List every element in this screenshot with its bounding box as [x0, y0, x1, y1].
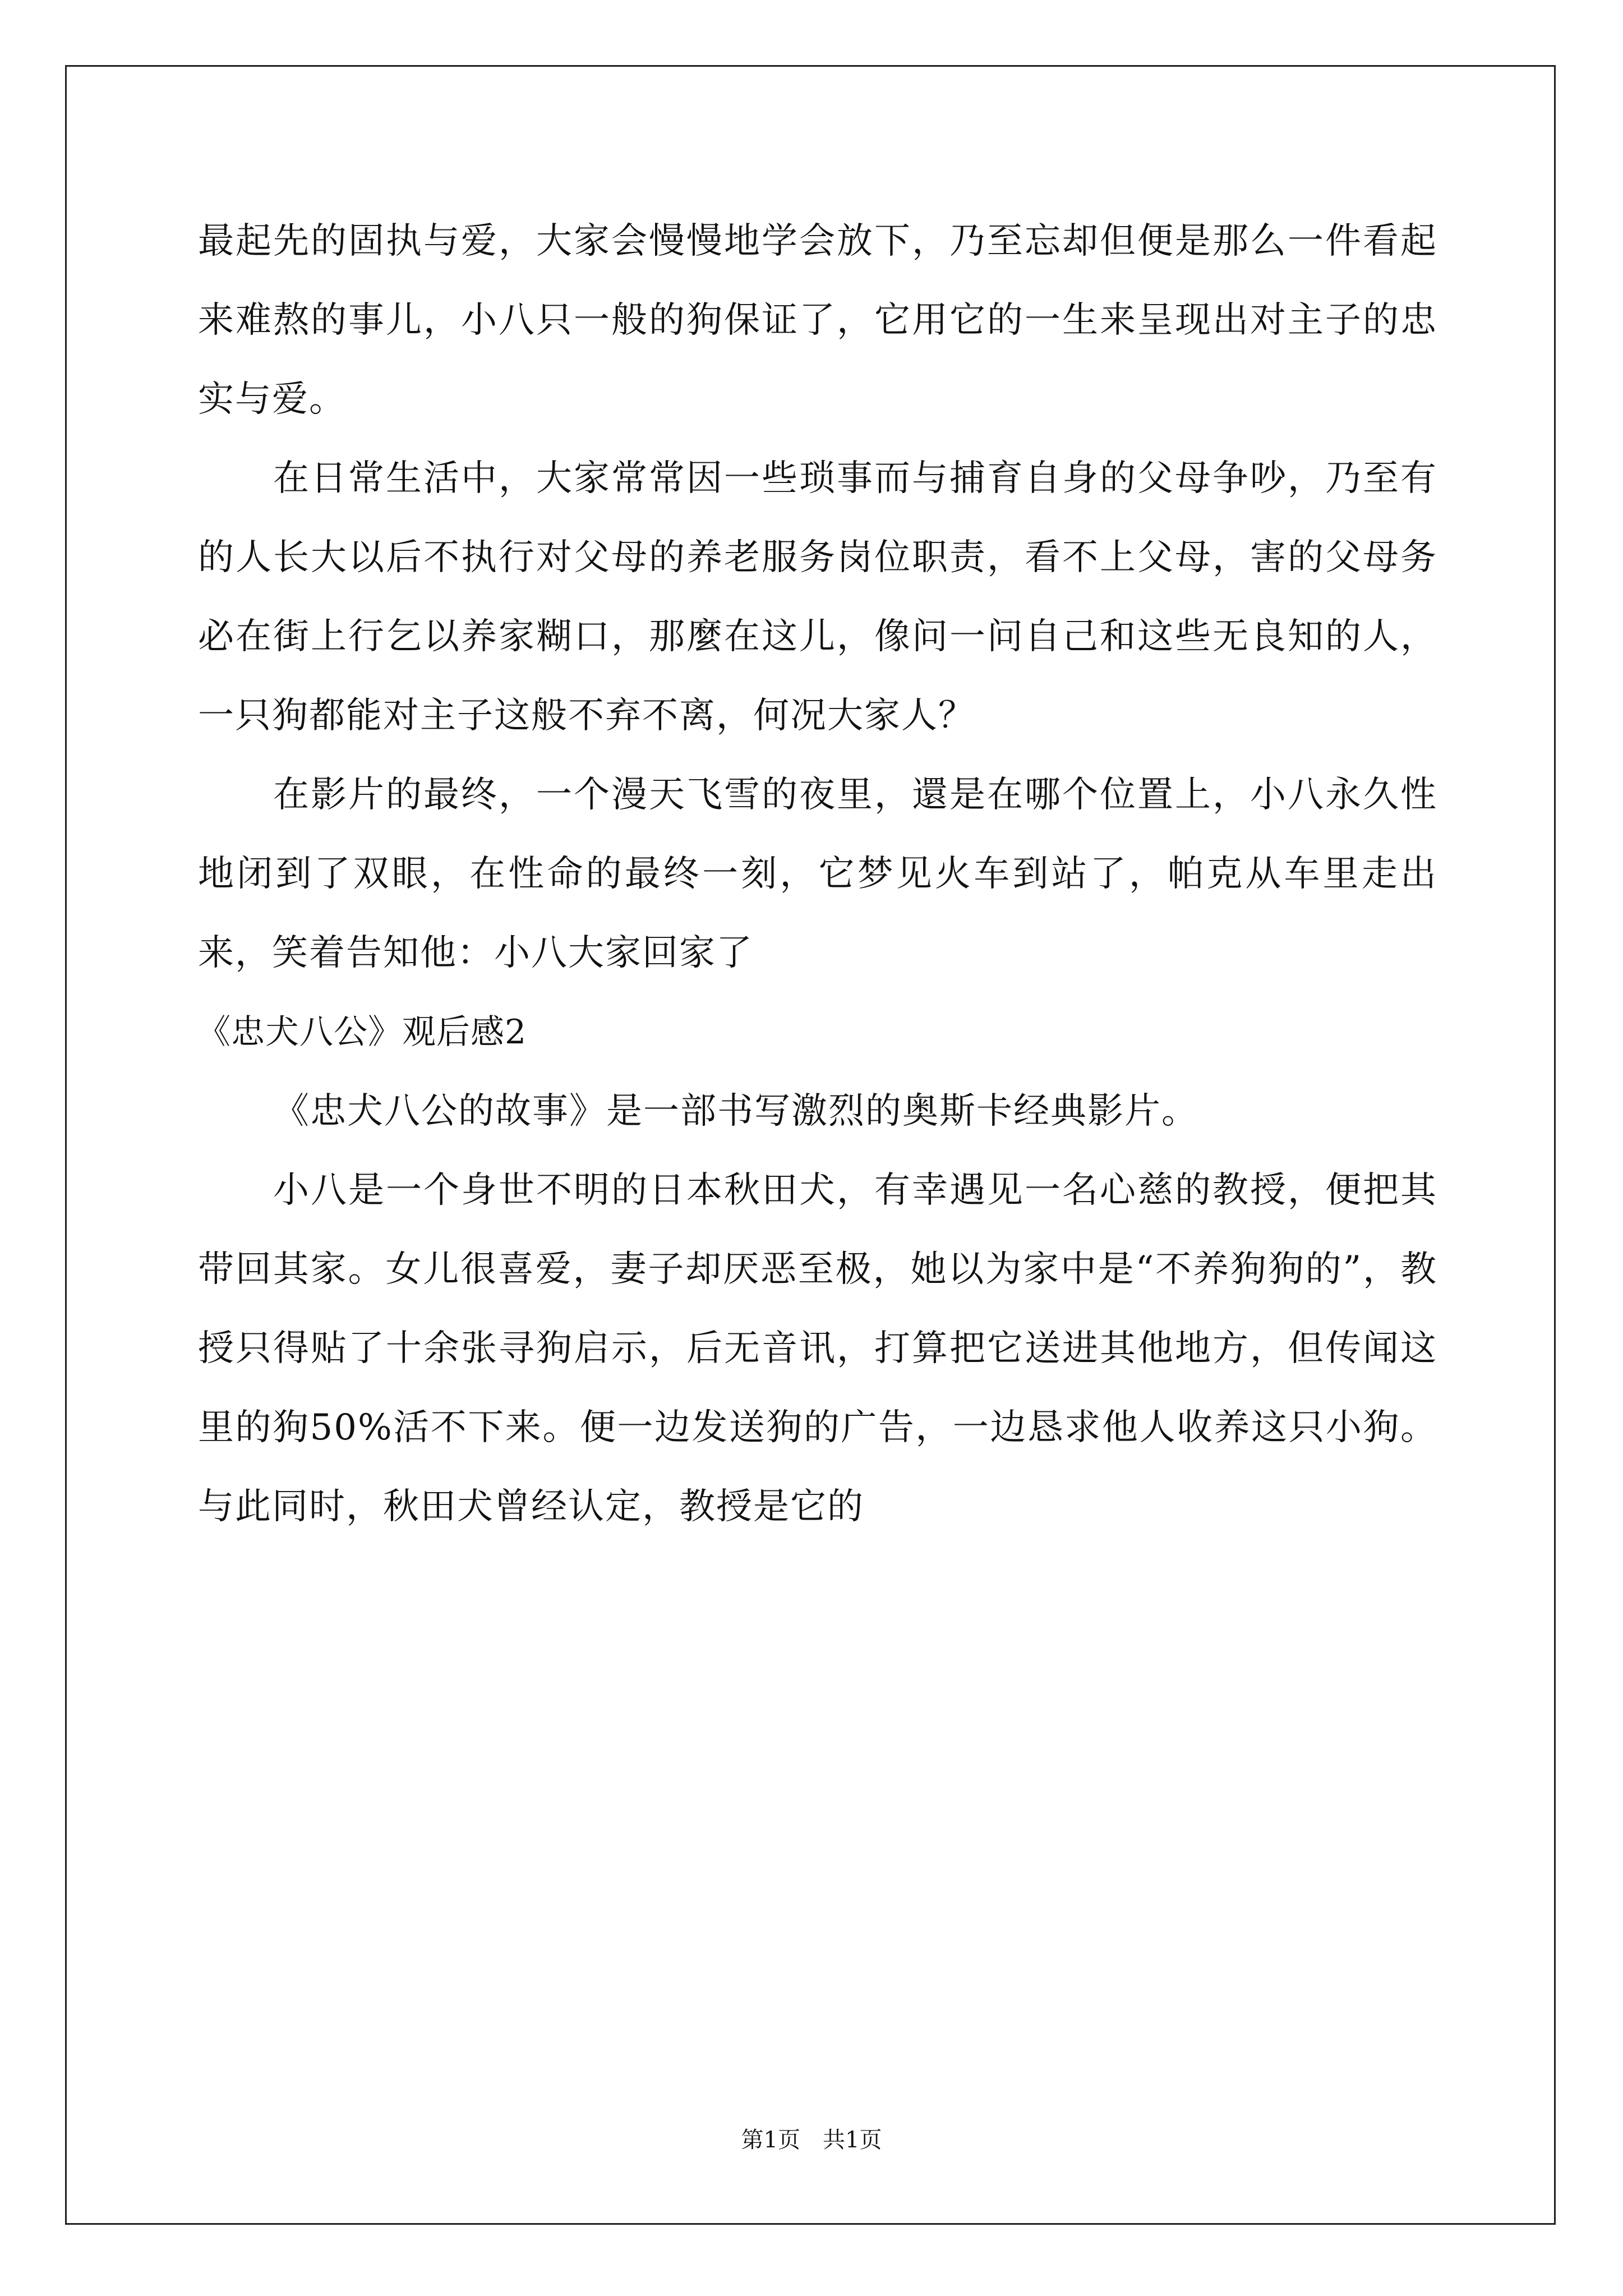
- document-body: [198, 202, 1437, 1547]
- paragraph-4: 《忠犬八公的故事》是一部书写激烈的奥斯卡经典影片。: [273, 1091, 1198, 1132]
- paragraph-5: 小八是一个身世不明的日本秋田犬，有幸遇见一名心慈的教授，便把其带回其家。女儿很喜爱，妻子却厌恶至极，她以为家中是“不养狗狗的”，教授只得贴了十余张寻狗启示，后无音讯，打算把它送进其他地方，但传闻这里的狗50%活不下来。便一边发送狗的广告，一边恳求他人收养这只小狗。与此同时，秋田犬曾经认定，教授是它的: [198, 1170, 1437, 1527]
- paragraph-1: 最起先的固执与爱，大家会慢慢地学会放下，乃至忘却但便是那么一件看起来难熬的事儿，小八只一般的狗保证了，它用它的一生来呈现出对主子的忠实与爱。: [198, 220, 1437, 420]
- paragraph-2: 在日常生活中，大家常常因一些琐事而与捕育自身的父母争吵，乃至有的人长大以后不执行对父母的养老服务岗位职责，看不上父母，害的父母务必在街上行乞以养家糊口，那麼在这儿，像问一问自己和这些无良知的人，一只狗都能对主子这般不弃不离，何况大家人？: [198, 458, 1437, 737]
- paragraph-3: 在影片的最终，一个漫天飞雪的夜里，還是在哪个位置上，小八永久性地闭到了双眼，在性命的最终一刻，它梦见火车到站了，帕克从车里走出来，笑着告知他：小八大家回家了: [198, 774, 1437, 974]
- section-heading: 《忠犬八公》观后感2: [197, 1013, 527, 1052]
- page-footer: 第1页 共1页: [741, 2127, 882, 2153]
